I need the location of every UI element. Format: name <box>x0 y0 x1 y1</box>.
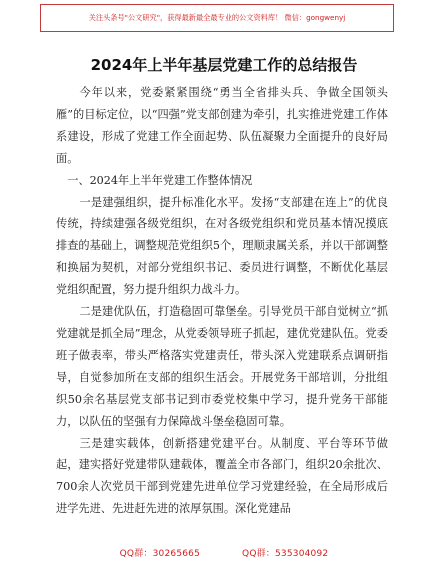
paragraph-platform: 三是建实载体，创新搭建党建平台。从制度、平台等环节做起，建实搭好党建带队建载体，覆盖全市各部门，组织20余批次、700余人次党员干部到党建先进单位学习党建经验，在全局形成后进学先进、先进赶先进的浓厚氛围。深化党建品 <box>56 436 388 516</box>
qq-group-2: QQ群：535304092 <box>242 549 329 559</box>
qq-group-1: QQ群：30265665 <box>119 549 201 559</box>
document-title: 2024年上半年基层党建工作的总结报告 <box>90 56 358 74</box>
promo-banner: 关注头条号"公文研究"，获得最新最全最专业的公文资料库！ 微信：gongwenyj <box>40 4 394 32</box>
footer-contacts <box>0 546 448 559</box>
document-body <box>56 82 388 520</box>
section-heading: 一、2024年上半年党建工作整体情况 <box>67 173 253 187</box>
paragraph-intro: 今年以来，党委紧紧围绕“勇当全省排头兵、争做全国领头雁”的目标定位，以“四强”党支部创建为牵引，扎实推进党建工作体系建设，形成了党建工作全面起势、队伍凝聚力全面提升的良好局面。 <box>56 86 388 165</box>
paragraph-team: 二是建优队伍，打造稳固可靠堡垒。引导党员干部自觉树立“抓党建就是抓全局”理念，从党委领导班子抓起，建优党建队伍。党委班子做表率，带头严格落实党建责任，带头深入党建联系点调研指导，自觉参加所在支部的组织生活会。开展党务干部培训，分批组织50余名基层党支部书记到市委党校集中学习，提升党务干部能力，以队伍的坚强有力保障战斗堡垒稳固可靠。 <box>56 305 388 428</box>
paragraph-organization: 一是建强组织，提升标准化水平。发扬“支部建在连上”的优良传统，持续建强各级党组织，在对各级党组织和党员基本情况摸底排查的基础上，调整规范党组织5个，理顺隶属关系，并以干部调整和换届为契机，对部分党组织书记、委员进行调整，不断优化基层党组织配置，努力提升组织力战斗力。 <box>56 195 388 297</box>
